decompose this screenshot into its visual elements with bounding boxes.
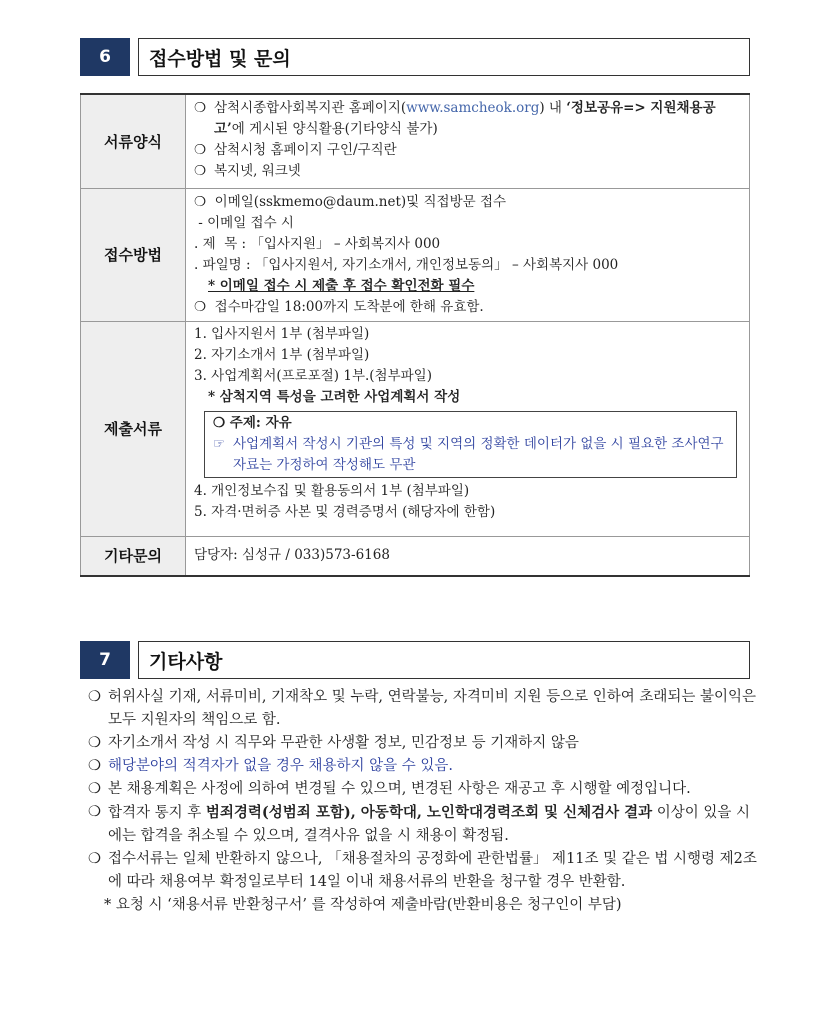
text-span: 합격자 통지 후 (108, 805, 206, 821)
row-label-form: 서류양식 (81, 94, 186, 188)
section-7-title: 기타사항 (138, 641, 750, 679)
list-item-text: 삼척시청 홈페이지 구인/구직란 (214, 142, 397, 158)
topic-note (213, 434, 728, 476)
list-item (194, 98, 743, 140)
filename-line: . 파일명 : 「입사지원서, 자기소개서, 개인정보동의」 – 사회복지사 000 (194, 256, 619, 273)
list-item-text: 해당분야의 적격자가 없을 경우 채용하지 않을 수 있음. (108, 758, 454, 774)
business-plan-note: * 삼척지역 특성을 고려한 사업계획서 작성 (208, 388, 461, 405)
deadline-line: ❍ 접수마감일 18:00까지 도착분에 한해 유효함. (194, 298, 484, 315)
circle-bullet-icon: ❍ (88, 804, 101, 820)
list-item (88, 686, 758, 732)
row-content-method (186, 188, 750, 321)
circle-bullet-icon: ❍ (88, 781, 101, 797)
list-item (194, 140, 743, 161)
document-item: 1. 입사지원서 1부 (첨부파일) (194, 325, 370, 342)
circle-bullet-icon: ❍ (88, 851, 101, 867)
pointing-hand-icon: ☞ (213, 435, 226, 452)
section-7-header (80, 641, 750, 679)
row-content-documents (186, 321, 750, 536)
homepage-link[interactable]: www.samcheok.org (406, 100, 540, 116)
list-item (88, 778, 758, 801)
return-request-note: * 요청 시 ‘채용서류 반환청구서’ 를 작성하여 제출바람(반환비용은 청구인이 부담) (104, 897, 622, 913)
topic-note-text: 사업계획서 작성시 기관의 특성 및 지역의 정확한 데이터가 없을 시 필요한 조사연구자료는 가정하여 작성해도 무관 (233, 435, 724, 473)
table-row (81, 536, 750, 576)
list-item (88, 732, 758, 755)
text-span: 삼척시종합사회복지관 홈페이지( (214, 100, 407, 116)
document-item: 3. 사업계획서(프로포절) 1부.(첨부파일) (194, 367, 432, 384)
email-confirm-note: * 이메일 접수 시 제출 후 접수 확인전화 필수 (208, 277, 475, 294)
row-label-method: 접수방법 (81, 188, 186, 321)
circle-bullet-icon: ❍ (88, 689, 101, 705)
other-notes-list (88, 686, 758, 917)
text-span: ) 내 (539, 100, 567, 116)
list-item (88, 801, 758, 848)
topic-title: ❍ 주제: 자유 (213, 414, 292, 431)
list-item-text: 본 채용계획은 사정에 의하여 변경될 수 있으며, 변경된 사항은 재공고 후 시행할 예정입니다. (108, 781, 691, 797)
section-6-title: 접수방법 및 문의 (138, 38, 750, 76)
bold-text: ‘정보공유=> 지원채용공고’ (214, 100, 716, 137)
document-item: 2. 자기소개서 1부 (첨부파일) (194, 346, 370, 363)
row-label-documents: 제출서류 (81, 321, 186, 536)
circle-bullet-icon: ❍ (88, 735, 101, 751)
application-method-table (80, 93, 750, 577)
list-item-text (108, 801, 758, 848)
section-7-number: 7 (80, 641, 130, 679)
circle-bullet-icon: ❍ (194, 163, 207, 179)
list-item-text: 자기소개서 작성 시 직무와 무관한 사생활 정보, 민감정보 등 기재하지 않음 (108, 735, 579, 751)
list-item (88, 755, 758, 778)
subject-line: . 제 목 : 「입사지원」 – 사회복지사 000 (194, 235, 441, 252)
list-item (88, 848, 758, 894)
row-content-form (186, 94, 750, 188)
email-sub-line: - 이메일 접수 시 (194, 214, 294, 231)
table-row (81, 321, 750, 536)
table-row (81, 94, 750, 188)
row-label-inquiry: 기타문의 (81, 536, 186, 576)
circle-bullet-icon: ❍ (88, 758, 101, 774)
list-item (194, 161, 743, 182)
list-item-text: 허위사실 기재, 서류미비, 기재착오 및 누락, 연락불능, 자격미비 지원 등으로 인하여 초래되는 불이익은 모두 지원자의 책임으로 함. (108, 689, 757, 728)
text-span: 이상이 있을 시에는 합격을 취소될 수 있으며, 결격사유 없을 시 채용이 확정됨. (108, 805, 751, 844)
section-6-header (80, 38, 750, 76)
contact-info: 담당자: 심성규 / 033)573-6168 (186, 536, 750, 576)
circle-bullet-icon: ❍ (194, 142, 207, 158)
table-row (81, 188, 750, 321)
section-6-number: 6 (80, 38, 130, 76)
circle-bullet-icon: ❍ (194, 100, 207, 116)
list-item-text: 접수서류는 일체 반환하지 않으나, 「채용절차의 공정화에 관한법률」 제11조 및 같은 법 시행령 제2조에 따라 채용여부 확정일로부터 14일 이내 채용서류의 반환을 청구할 경우 반환함. (108, 851, 757, 890)
topic-box (204, 411, 737, 478)
email-line: ❍ 이메일(sskmemo@daum.net)및 직접방문 접수 (194, 193, 507, 210)
document-item: 4. 개인정보수집 및 활용동의서 1부 (첨부파일) (194, 482, 470, 499)
document-item: 5. 자격·면허증 사본 및 경력증명서 (해당자에 한함) (194, 503, 496, 520)
list-item-text: 복지넷, 워크넷 (214, 163, 301, 179)
text-span: 에 게시된 양식활용(기타양식 불가) (231, 121, 438, 137)
bold-text: 범죄경력(성범죄 포함), 아동학대, 노인학대경력조회 및 신체검사 결과 (205, 804, 653, 821)
